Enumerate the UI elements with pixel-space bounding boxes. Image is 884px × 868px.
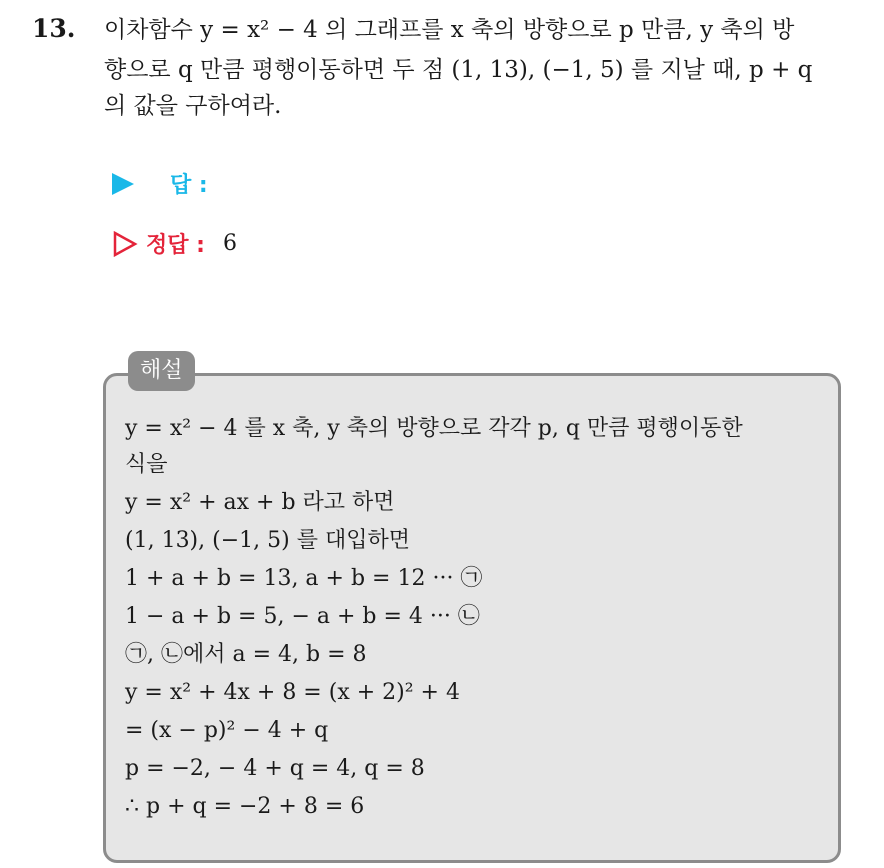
solution-line-2: 식을 [125, 452, 168, 477]
question-text-line-1: 이차함수 y = x² − 4 의 그래프를 x 축의 방향으로 p 만큼, y 축의 방 [104, 17, 795, 43]
correct-answer-row [112, 228, 237, 259]
play-triangle-icon [112, 173, 134, 195]
solution-line-7: ㉠, ㉡에서 a = 4, b = 8 [125, 642, 367, 667]
solution-line-8: y = x² + 4x + 8 = (x + 2)² + 4 [125, 680, 460, 705]
solution-line-1: y = x² − 4 를 x 축, y 축의 방향으로 각각 p, q 만큼 평행이동한 [125, 416, 743, 441]
question-number: 13. [32, 14, 76, 43]
answer-label: 답 : [170, 173, 208, 198]
solution-line-9: = (x − p)² − 4 + q [125, 718, 329, 743]
outline-triangle-icon [112, 231, 138, 257]
solution-line-3: y = x² + ax + b 라고 하면 [125, 490, 395, 515]
correct-answer-label: 정답 : [146, 233, 205, 258]
solution-tag: 해설 [128, 351, 195, 391]
solution-line-4: (1, 13), (−1, 5) 를 대입하면 [125, 528, 410, 553]
question-text-line-2: 향으로 q 만큼 평행이동하면 두 점 (1, 13), (−1, 5) 를 지날 때, p + q [104, 57, 813, 83]
question-text-line-3: 의 값을 구하여라. [104, 93, 282, 119]
solution-line-10: p = −2, − 4 + q = 4, q = 8 [125, 756, 425, 781]
correct-answer-value: 6 [222, 231, 237, 256]
solution-line-11: ∴ p + q = −2 + 8 = 6 [125, 794, 365, 819]
solution-line-6: 1 − a + b = 5, − a + b = 4 ··· ㉡ [125, 604, 480, 629]
solution-line-5: 1 + a + b = 13, a + b = 12 ··· ㉠ [125, 566, 483, 591]
answer-row [112, 168, 208, 199]
